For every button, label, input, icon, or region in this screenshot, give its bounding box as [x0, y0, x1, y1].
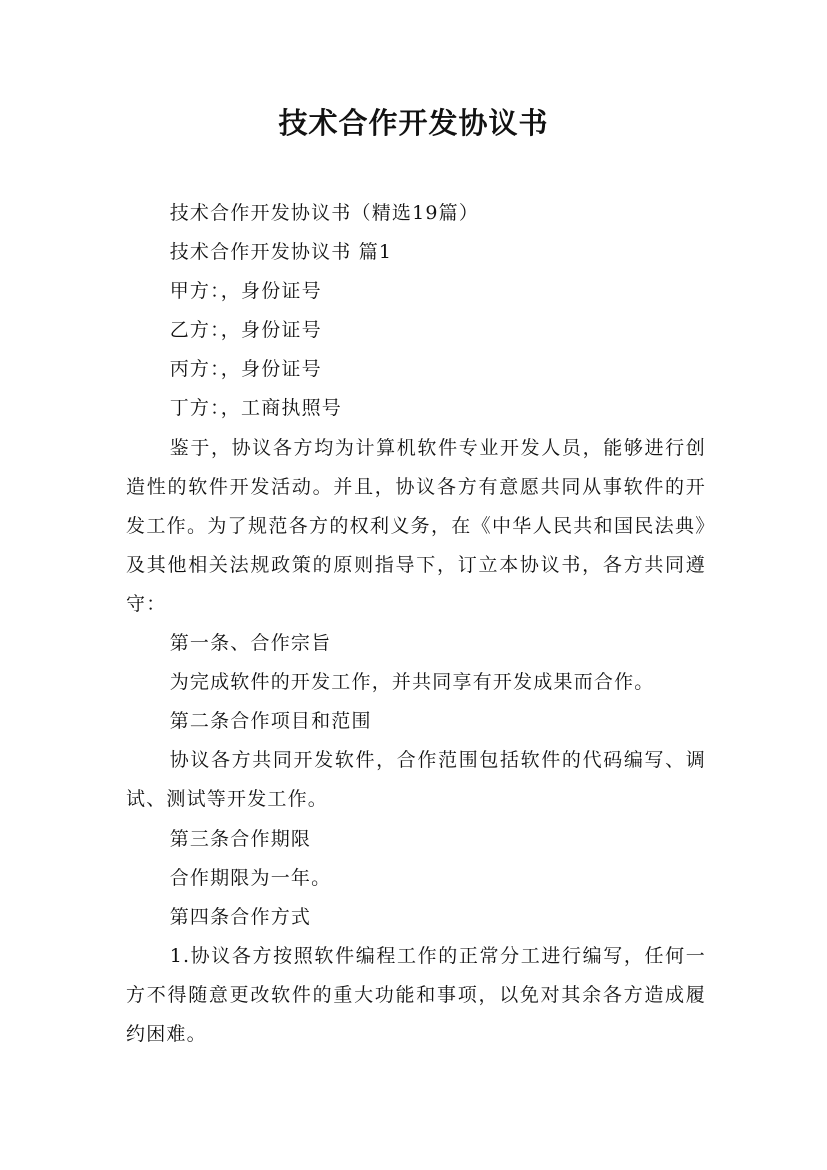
- article-2-heading: 第二条合作项目和范围: [169, 710, 372, 733]
- preamble-paragraph: 鉴于，协议各方均为计算机软件专业开发人员，能够进行创造性的软件开发活动。并且，协议各方有意愿共同从事软件的开发工作。为了规范各方的权利义务，在《中华人民共和国民法典》及其他相关法规政策的原则指导下，订立本协议书，各方共同遵守：: [126, 436, 706, 615]
- article-3-body: 合作期限为一年。: [169, 866, 332, 889]
- document-body: [126, 194, 706, 1054]
- article-3-heading: 第三条合作期限: [169, 827, 312, 850]
- article-4-item-1: 1.协议各方按照软件编程工作的正常分工进行编写，任何一方不得随意更改软件的重大功能和事项，以免对其余各方造成履约困难。: [126, 944, 706, 1045]
- article-2-body: 协议各方共同开发软件，合作范围包括软件的代码编写、调试、测试等开发工作。: [126, 749, 706, 811]
- party-b-line: 乙方：，身份证号: [169, 319, 322, 342]
- document-title: 技术合作开发协议书: [278, 106, 549, 140]
- party-c-line: 丙方：，身份证号: [169, 358, 322, 381]
- party-d-line: 丁方：，工商执照号: [169, 397, 342, 420]
- document-subtitle: 技术合作开发协议书（精选19篇）: [169, 202, 480, 224]
- party-a-line: 甲方：，身份证号: [169, 280, 322, 303]
- section-heading: 技术合作开发协议书 篇1: [169, 241, 393, 264]
- article-1-heading: 第一条、合作宗旨: [169, 632, 332, 655]
- article-1-body: 为完成软件的开发工作，并共同享有开发成果而合作。: [169, 671, 655, 694]
- article-4-heading: 第四条合作方式: [169, 905, 312, 928]
